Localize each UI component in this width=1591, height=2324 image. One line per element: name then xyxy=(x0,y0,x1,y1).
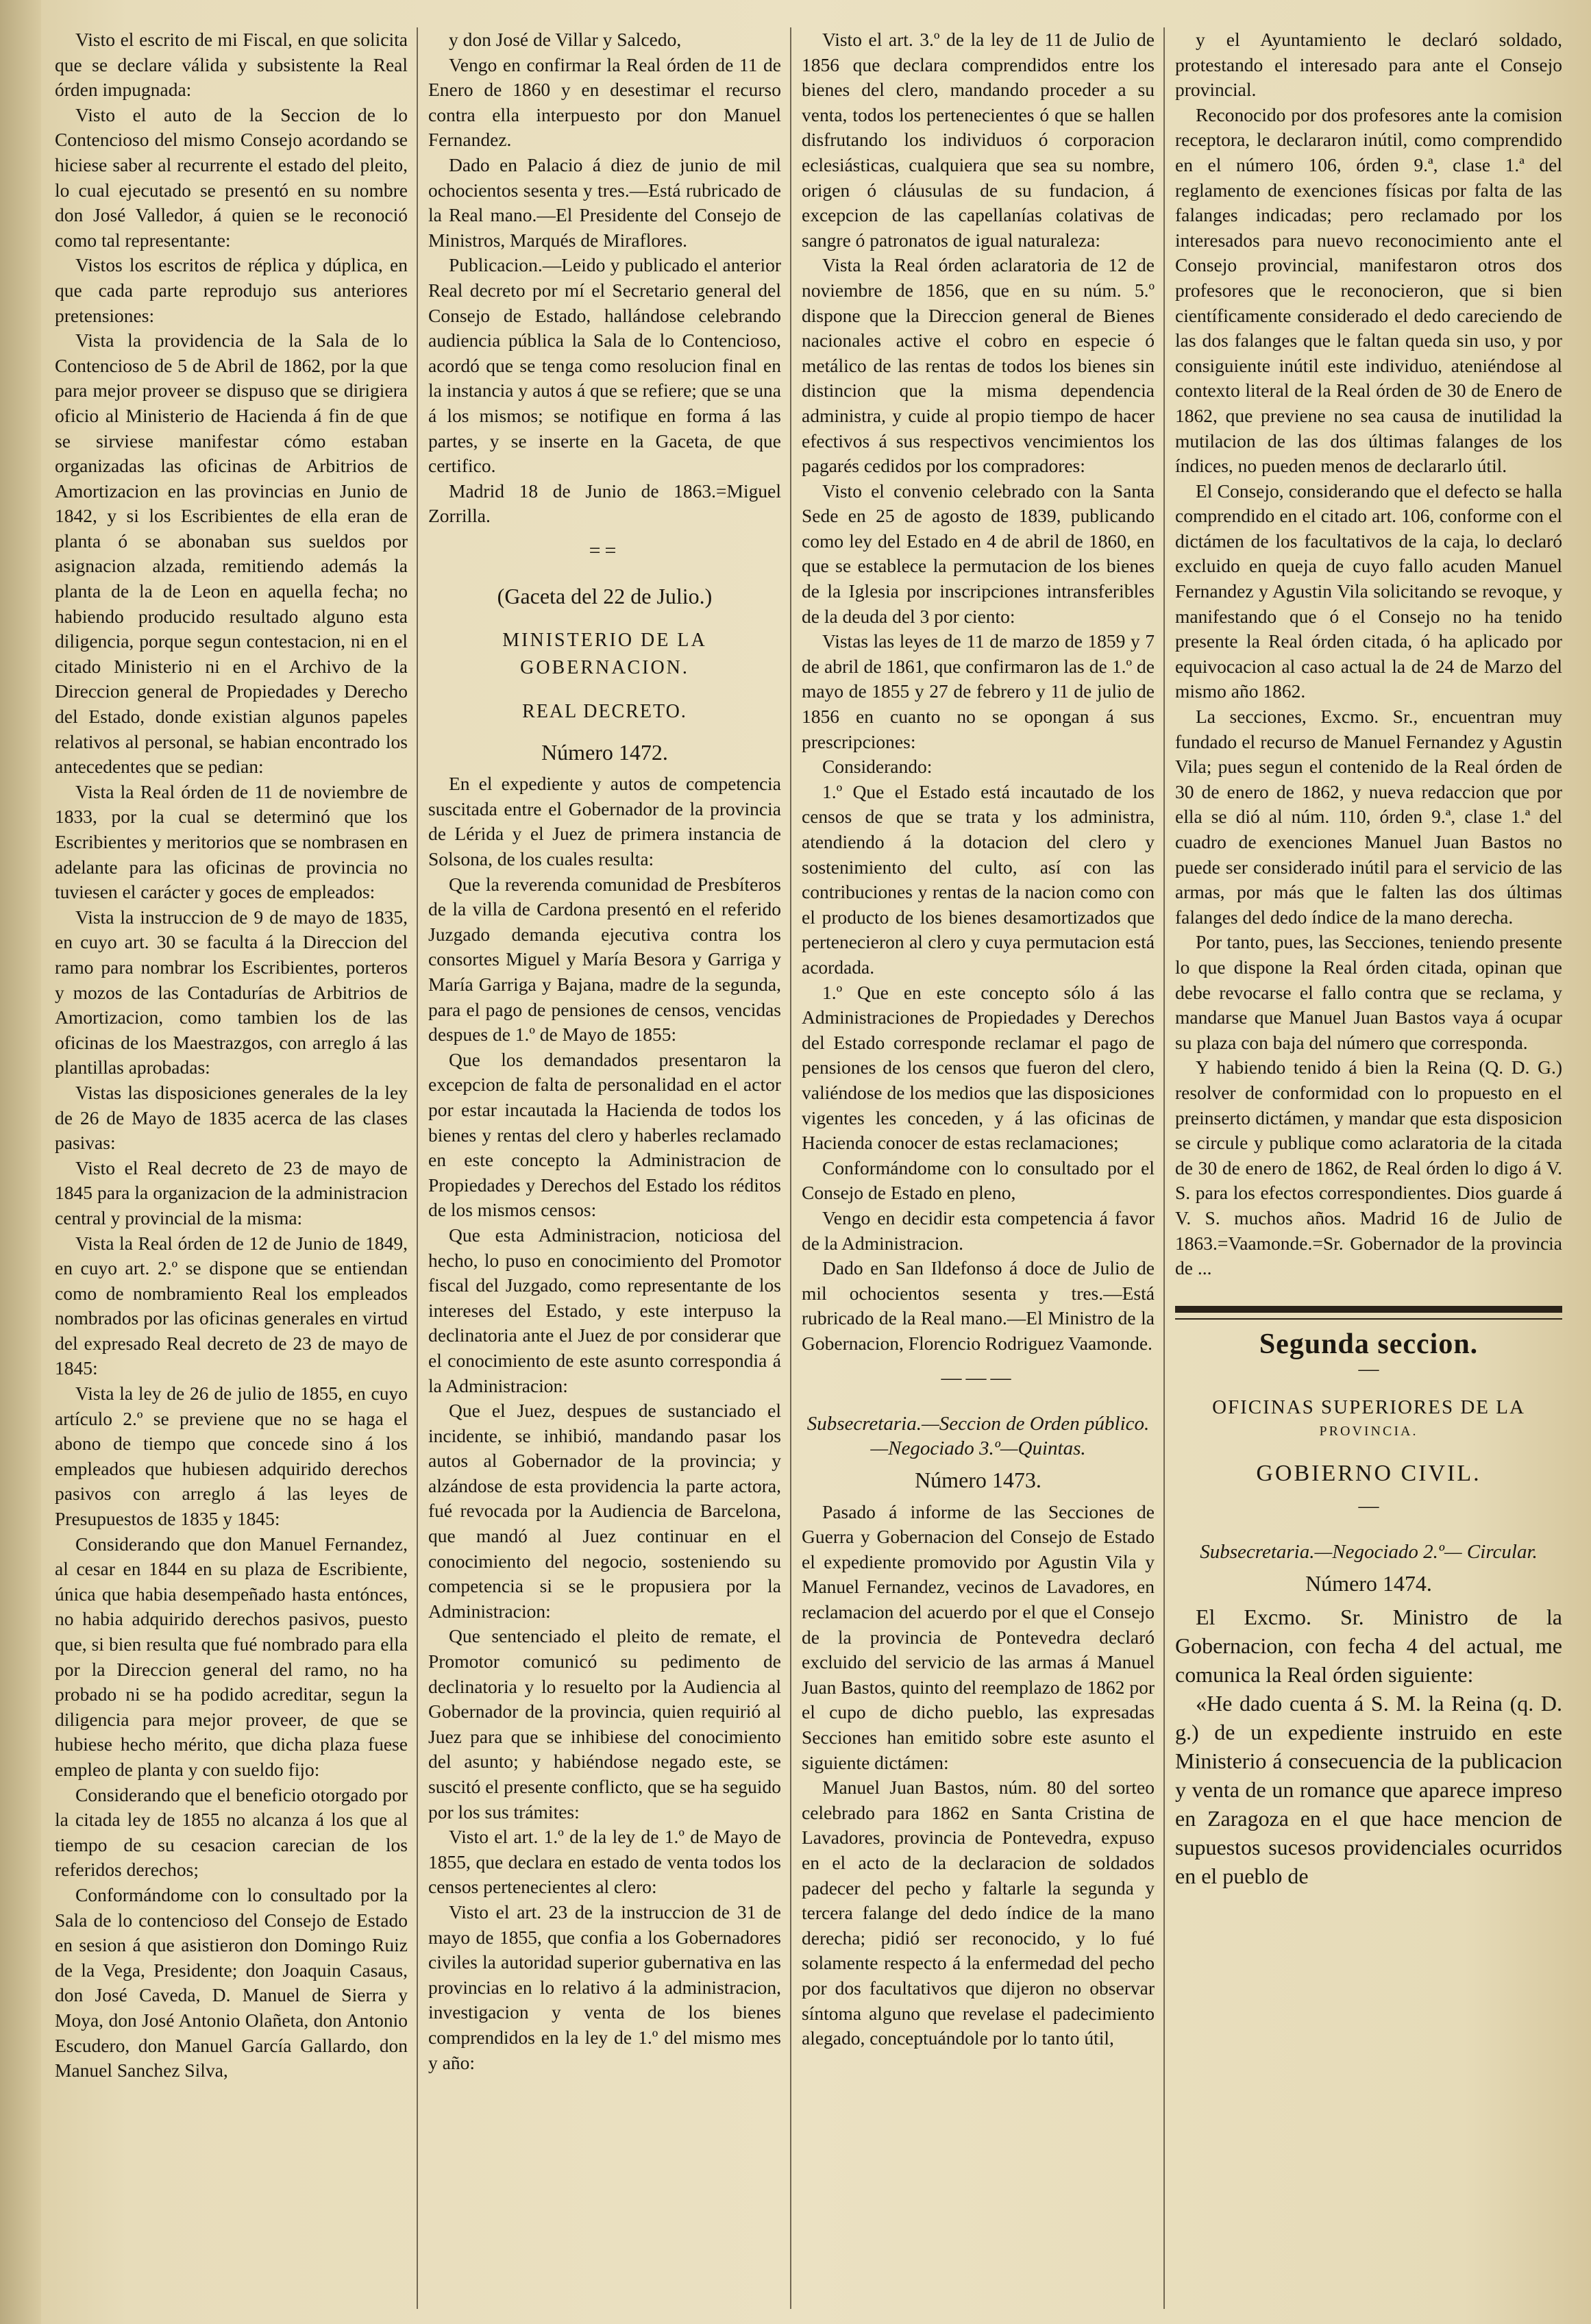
separator: — xyxy=(1358,1357,1379,1381)
paragraph: Que los demandados presentaron la excepcion de falta de personalidad en el actor por estar incautada la Hacienda de todos los bienes y rentas del clero y haberles reclamado en este concepto la Administracion de Propiedades y Derechos del Estado los réditos de los mismos censos: xyxy=(428,1048,781,1221)
paragraph: Vistos los escritos de réplica y dúplica, en que cada parte reprodujo sus anteriores pretensiones: xyxy=(55,254,408,326)
paragraph: Por tanto, pues, las Secciones, teniendo presente lo que dispone la Real órden citada, opinan que debe revocarse el fallo contra que se reclama, y mandarse que Manuel Juan Bastos vaya á ocupar su plaza con baja del número que corresponda. xyxy=(1175,931,1562,1053)
offices-heading: OFICINAS SUPERIORES DE LA xyxy=(1212,1396,1525,1418)
paragraph: El Excmo. Sr. Ministro de la Gobernacion, con fecha 4 del actual, me comunica la Real órden siguiente: xyxy=(1175,1605,1562,1688)
paragraph: Que esta Administracion, noticiosa del hecho, lo puso en conocimiento del Promotor fiscal del Juzgado, como representante de los intereses del Estado, y este interpuso la declinatoria ante el Juez de por considerar que el conocimiento de este asunto correspondia á la Administracion: xyxy=(428,1224,781,1396)
column-3 xyxy=(802,27,1155,2309)
ministry-heading: MINISTERIO DE LA GOBERNACION. xyxy=(502,630,707,679)
column-rule xyxy=(790,27,791,2309)
column-1 xyxy=(55,27,408,2309)
paragraph: Vengo en decidir esta competencia á favor de la Administracion. xyxy=(802,1207,1155,1254)
paragraph: Visto el auto de la Seccion de lo Contencioso del mismo Consejo acordando se hiciese saber al recurrente el estado del pleito, lo cual ejecutado se presentó en su nombre don José Valledor, á quien se le reconoció como tal representante: xyxy=(55,103,408,251)
section-heading: Segunda seccion. xyxy=(1259,1328,1479,1360)
paragraph: y don José de Villar y Salcedo, xyxy=(449,29,682,50)
paragraph: y el Ayuntamiento le declaró soldado, protestando el interesado para ante el Consejo provincial. xyxy=(1175,29,1562,101)
signature-line: Madrid 18 de Junio de 1863.=Miguel Zorrilla. xyxy=(428,480,781,527)
paragraph: Que sentenciado el pleito de remate, el Promotor comunicó su pedimento de declinatoria y lo resuelto por la Audiencia al Gobernador de la provincia, quien requirió al Juez para que se inhibiese del conocimiento del asunto; y habiéndose negado este, se suscitó el presente conflicto, que se ha seguido por los sus trámites: xyxy=(428,1625,781,1822)
subsecretaria-heading: Subsecretaria.—Negociado 2.º— Circular. xyxy=(1200,1540,1538,1563)
paragraph: Reconocido por dos profesores ante la comision receptora, le declararon inútil, como comprendido en el número 106, órden 9.ª, clase 1.ª del reglamento de exenciones físicas por falta de las falanges indicadas; pero reclamado por los interesados para nuevo reconocimiento ante el Consejo provincial, manifestaron otros dos profesores que le reconocieron, que si bien científicamente considerado el dedo careciendo de las dos falanges que le faltan queda sin uso, y por consiguiente inútil este individuo, ateniéndose al contexto literal de la Real órden de 30 de Enero de 1862, que previene no sea causa de inutilidad la mutilacion de las dos últimas falanges de los índices, no pueden menos de declararlo útil. xyxy=(1175,103,1562,477)
paragraph: Vista la Real órden de 11 de noviembre de 1833, por la cual se determinó que los Escribientes y meritorios que se nombrasen en adelante para las oficinas de provincia no tuviesen el carácter y goces de empleados: xyxy=(55,780,408,903)
decree-heading: REAL DECRETO. xyxy=(522,701,687,723)
column-rule xyxy=(1163,27,1165,2309)
paragraph: Visto el art. 1.º de la ley de 1.º de Mayo de 1855, que declara en estado de venta todos los censos pertenecientes al clero: xyxy=(428,1826,781,1898)
paragraph: Que el Juez, despues de sustanciado el incidente, se inhibió, mandando pasar los autos al Gobernador de la provincia; y alzándose de esta providencia la parte actora, fué revocada por la Audiencia de Barcelona, que mandó al Juez continuar en el conocimiento del negocio, sosteniendo su competencia si se le propusiera por la Administracion: xyxy=(428,1400,781,1622)
paragraph: Que la reverenda comunidad de Presbíteros de la villa de Cardona presentó en el referido Juzgado demanda ejecutiva contra los consortes Miguel y María Besora y Garriga y María Garriga y Bajana, madre de la segunda, para el pago de pensiones de censos, vencidas despues de 1.º de Mayo de 1855: xyxy=(428,873,781,1046)
page-binding-edge xyxy=(0,0,41,2324)
column-2 xyxy=(428,27,781,2309)
paragraph: Vista la ley de 26 de julio de 1855, en cuyo artículo 2.º se previene que no se haga el abono de tiempo que concede sino á los empleados que hubiesen adquirido derechos pasivos con arreglo á las leyes de Presupuestos de 1835 y 1845: xyxy=(55,1383,408,1530)
subsecretaria-heading: Subsecretaria.—Seccion de Orden público.—Negociado 3.º—Quintas. xyxy=(806,1413,1150,1460)
paragraph: En el expediente y autos de competencia suscitada entre el Gobernador de la provincia de Lérida y el Juez de primera instancia de Solsona, de los cuales resulta: xyxy=(428,773,781,870)
large-print-block xyxy=(1175,1603,1562,1890)
column-rule xyxy=(417,27,418,2309)
number-heading: Número 1474. xyxy=(1305,1570,1432,1596)
separator: ——— xyxy=(941,1366,1015,1389)
paragraph: Dado en Palacio á diez de junio de mil ochocientos sesenta y tres.—Está rubricado de la Real mano.—El Presidente del Consejo de Ministros, Marqués de Miraflores. xyxy=(428,153,781,251)
paragraph: Considerando que don Manuel Fernandez, al cesar en 1844 en su plaza de Escribiente, única que habia desempeñado hasta entónces, no habia adquirido derechos pasivos, puesto que, si bien resulta que fué nombrado para ella por la Direccion general del ramo, no ha probado ni se ha podido acreditar, segun la diligencia para mejor proveer, de que se hubiese hecho mérito, que dicha plaza fuese empleo de planta y con sueldo fijo: xyxy=(55,1533,408,1780)
paragraph: Vistas las disposiciones generales de la ley de 26 de Mayo de 1835 acerca de las clases pasivas: xyxy=(55,1081,408,1154)
paragraph: Visto el convenio celebrado con la Santa Sede en 25 de agosto de 1839, publicando como ley del Estado en 4 de abril de 1860, en que se establece la permutacion de los bienes de la Iglesia por inscripciones intransferibles de la deuda del 3 por ciento: xyxy=(802,480,1155,627)
paragraph: Vista la providencia de la Sala de lo Contencioso de 5 de Abril de 1862, por la que para mejor proveer se dispuso que se dirigiera oficio al Ministerio de Hacienda á fin de que se sirviese manifestar cómo estaban organizadas las oficinas de Arbitrios de Amortizacion en las provincias en Junio de 1842, y si los Escribientes de ella eran de planta ó se abonaban sus sueldos por asignacion alzada, remitiendo además la planta de la de Leon en aquella fecha; no habiendo producido resultado alguno esta diligencia, porque segun contestacion, ni en el citado Ministerio ni en el Archivo de la Direccion general de Propiedades y Derecho del Estado, donde existian algunos papeles relativos al personal, se habian encontrado los antecedentes que se pedian: xyxy=(55,330,408,778)
paragraph: «He dado cuenta á S. M. la Reina (q. D. g.) de un expediente instruido en este Ministerio á consecuencia de la publicacion y venta de un romance que aparece impreso en Zaragoza en el que hace mencion de supuestos sucesos providenciales ocurridos en el pueblo de xyxy=(1175,1691,1562,1889)
civil-government-heading: GOBIERNO CIVIL. xyxy=(1256,1461,1481,1487)
column-4 xyxy=(1175,27,1562,2309)
paragraph: La secciones, Excmo. Sr., encuentran muy fundado el recurso de Manuel Fernandez y Agustin Vila; pues segun el contenido de la Real órden de 30 de enero de 1862, y nueva redaccion que por ella se dió al núm. 110, órden 9.ª, clase 1.ª del cuadro de exenciones Manuel Juan Bastos no puede ser considerado inútil para el servicio de las armas, por más que le falten las dos últimas falanges del dedo índice de la mano derecha. xyxy=(1175,706,1562,928)
paragraph: Vistas las leyes de 11 de marzo de 1859 y 7 de abril de 1861, que confirmaron las de 1.º de mayo de 1855 y 27 de febrero y 11 de julio de 1856 en cuanto no se opongan á sus prescripciones: xyxy=(802,630,1155,752)
paragraph: Visto el Real decreto de 23 de mayo de 1845 para la organizacion de la administracion central y provincial de la misma: xyxy=(55,1157,408,1228)
paragraph: Publicacion.—Leido y publicado el anterior Real decreto por mí el Secretario general del Consejo de Estado, hallándose celebrando audiencia pública la Sala de lo Contencioso, acordó que se tenga como resolucion final en la instancia y autos á que se refiere; que se una á los mismos; se notifique en forma á las partes, y se inserte en la Gaceta, de que certifico. xyxy=(428,254,781,477)
number-heading: Número 1472. xyxy=(541,739,668,765)
paragraph: Vista la Real órden de 12 de Junio de 1849, en cuyo art. 2.º se dispone que se entiendan como de nombramiento Real los empleados nombrados por las oficinas generales en virtud del expresado Real decreto de 23 de mayo de 1845: xyxy=(55,1232,408,1379)
gazette-date-heading: (Gaceta del 22 de Julio.) xyxy=(497,584,713,609)
columns xyxy=(55,27,1564,2303)
paragraph: Dado en San Ildefonso á doce de Julio de mil ochocientos sesenta y tres.—Está rubricado de la Real mano.—El Ministro de la Gobernacion, Florencio Rodriguez Vaamonde. xyxy=(802,1257,1155,1354)
section-rule-thin xyxy=(1175,1318,1562,1320)
paragraph: Vista la instruccion de 9 de mayo de 1835, en cuyo art. 30 se faculta á la Direccion del ramo para nombrar los Escribientes, porteros y mozos de las Contadurías de Arbitrios de Amortizacion, como tambien los de las oficinas de los Maestrazgos, con arreglo á las plantillas aprobadas: xyxy=(55,906,408,1078)
paragraph: Conformándome con lo consultado por el Consejo de Estado en pleno, xyxy=(802,1157,1155,1204)
paragraph: El Consejo, considerando que el defecto se halla comprendido en el citado art. 106, conforme con el dictámen de los facultativos de la caja, lo declaró excluido en queja de cuyo fallo acuden Manuel Fernandez y Agustin Vila solicitando se revoque, y manifestando que ó el Consejo no ha tenido presente la Real órden citada, ó ha aplicado por equivocacion al caso actual la de 24 de Marzo del mismo año 1862. xyxy=(1175,480,1562,702)
paragraph: Y habiendo tenido á bien la Reina (Q. D. G.) resolver de conformidad con lo propuesto en el preinserto dictámen, y mandar que esta disposicion se circule y publique como aclaratoria de la citada de 30 de enero de 1862, de Real órden lo digo á V. S. para los efectos correspondientes. Dios guarde á V. S. muchos años. Madrid 16 de Julio de 1863.=Vaamonde.=Sr. Gobernador de la provincia de ... xyxy=(1175,1056,1562,1279)
section-rule-thick xyxy=(1175,1306,1562,1313)
paragraph: Pasado á informe de las Secciones de Guerra y Gobernacion del Consejo de Estado el expediente promovido por Agustin Vila y Manuel Fernandez, vecinos de Lavadores, en reclamacion del acuerdo por el que el Consejo de la provincia de Pontevedra declaró excluido del servicio de las armas á Manuel Juan Bastos, quinto del reemplazo de 1862 por el cupo de dicho pueblo, las expresadas Secciones han emitido sobre este asunto el siguiente dictámen: xyxy=(802,1500,1155,1773)
paragraph: Considerando que el beneficio otorgado por la citada ley de 1855 no alcanza á los que al tiempo de su cesacion carecian de los referidos derechos; xyxy=(55,1783,408,1881)
paragraph: 1.º Que el Estado está incautado de los censos de que se trata y los administra, atendiendo á la dotacion del clero y sostenimiento del culto, así con las contribuciones y rentas de la nacion como con el producto de los bienes desamortizados que pertenecieron al clero y cuya permutacion está acordada. xyxy=(802,780,1155,978)
separator: == xyxy=(589,539,621,562)
paragraph: Visto el art. 23 de la instruccion de 31 de mayo de 1855, que confia a los Gobernadores civiles la autoridad superior gubernativa en las provincias en lo relativo á la administracion, investigacion y venta de los bienes comprendidos en la ley de 1.º del mismo mes y año: xyxy=(428,1901,781,2073)
paragraph: Visto el escrito de mi Fiscal, en que solicita que se declare válida y subsistente la Real órden impugnada: xyxy=(55,29,408,101)
paragraph: Manuel Juan Bastos, núm. 80 del sorteo celebrado para 1862 en Santa Cristina de Lavadores, provincia de Pontevedra, expuso en el acto de la declaracion de soldados padecer del pecho y faltarle la segunda y tercera falange del dedo índice de la mano derecha; pidió ser reconocido, y lo fué solamente respecto á la enfermedad del pecho por dos facultativos que dijeron no observar síntoma alguno que revelase el padecimiento alegado, conceptuándole por lo tanto útil, xyxy=(802,1777,1155,2049)
paragraph: Conformándome con lo consultado por la Sala de lo contencioso del Consejo de Estado en sesion á que asistieron don Domingo Ruiz de la Vega, Presidente; don Joaquin Casaus, don José Caveda, D. Manuel de Sierra y Moya, don José Antonio Olañeta, don Antonio Escudero, don Manuel García Gallardo, don Manuel Sanchez Silva, xyxy=(55,1883,408,2081)
paragraph: Vengo en confirmar la Real órden de 11 de Enero de 1860 y en desestimar el recurso contra ella interpuesto por don Manuel Fernandez. xyxy=(428,53,781,151)
paragraph: Visto el art. 3.º de la ley de 11 de Julio de 1856 que declara comprendidos entre los bienes del clero, mandando proceder a su venta, todos los pertenecientes ó que se hallen disfrutando los individuos ó corporacion eclesiásticas, cualquiera que sea su nombre, origen ó cláusulas de su fundacion, á excepcion de las capellanías colativas de sangre ó patronatos de igual naturaleza: xyxy=(802,29,1155,251)
province-heading: PROVINCIA. xyxy=(1319,1423,1418,1439)
separator: — xyxy=(1358,1494,1379,1518)
paragraph: Vista la Real órden aclaratoria de 12 de noviembre de 1856, que en su núm. 5.º dispone que la Direccion general de Bienes nacionales active el cobro en especie ó metálico de las rentas de todos los bienes sin distincion que la misma dependencia administra, y cuide al propio tiempo de hacer efectivos á sus respectivos vencimientos los pagarés cedidos por los compradores: xyxy=(802,254,1155,477)
paragraph: 1.º Que en este concepto sólo á las Administraciones de Propiedades y Derechos del Estado corresponde reclamar el pago de pensiones de los censos que fueron del clero, valiéndose de los medios que las disposiciones vigentes les conceden, y á las oficinas de Hacienda conocer de estas reclamaciones; xyxy=(802,981,1155,1154)
number-heading: Número 1473. xyxy=(915,1468,1041,1493)
paragraph: Considerando: xyxy=(822,756,933,778)
